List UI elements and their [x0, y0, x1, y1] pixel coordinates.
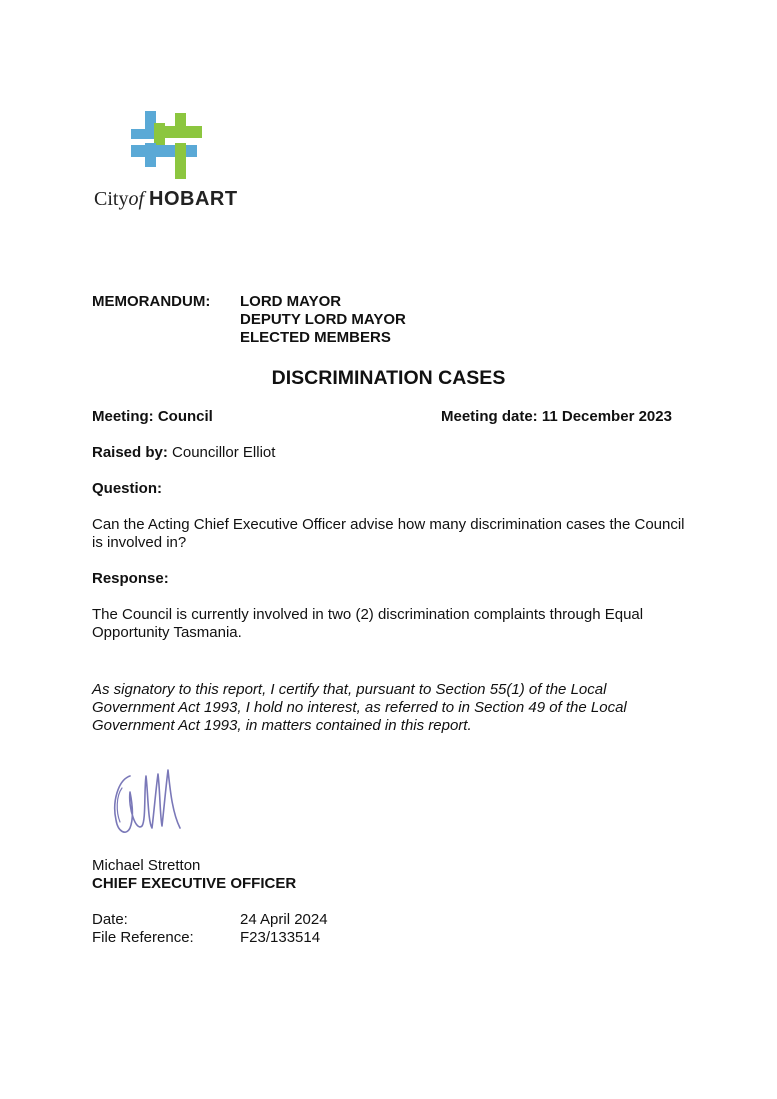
document-title: DISCRIMINATION CASES	[271, 367, 506, 389]
meeting-label: Meeting: Council	[92, 408, 213, 425]
question-text: Can the Acting Chief Executive Officer advise how many discrimination cases the Council is involved in?	[92, 516, 685, 551]
file-reference-value: F23/133514	[240, 929, 321, 946]
city-of-hobart-logo-icon	[128, 109, 204, 181]
recipient-elected-members: ELECTED MEMBERS	[240, 329, 391, 346]
signatory-name: Michael Stretton	[92, 857, 201, 874]
memorandum-label: MEMORANDUM:	[92, 293, 211, 310]
response-heading: Response:	[92, 570, 169, 587]
raised-by-label: Raised by:	[92, 444, 168, 461]
recipient-lord-mayor: LORD MAYOR	[240, 293, 342, 310]
response-text: The Council is currently involved in two (2) discrimination complaints through Equal Opportunity Tasmania.	[92, 606, 644, 641]
logo-wordmark: Cityof HOBART	[94, 188, 238, 210]
raised-by-value: Councillor Elliot	[172, 444, 276, 461]
meeting-date: Meeting date: 11 December 2023	[441, 408, 672, 425]
question-heading: Question:	[92, 480, 162, 497]
certification-statement: As signatory to this report, I certify that, pursuant to Section 55(1) of the Local Government Act 1993, I hold no interest, as referred to in Section 49 of the Local Government Act 1993, in matters contained in this report.	[92, 681, 627, 734]
signatory-title: CHIEF EXECUTIVE OFFICER	[92, 875, 297, 892]
date-value: 24 April 2024	[240, 911, 328, 928]
raised-by	[92, 444, 275, 462]
date-label: Date:	[92, 911, 128, 928]
recipient-deputy-lord-mayor: DEPUTY LORD MAYOR	[240, 311, 406, 328]
signature-image	[108, 762, 188, 842]
file-reference-label: File Reference:	[92, 929, 194, 946]
